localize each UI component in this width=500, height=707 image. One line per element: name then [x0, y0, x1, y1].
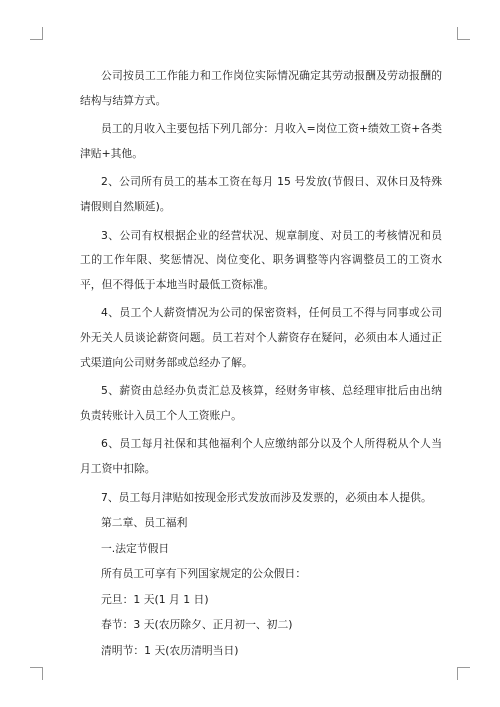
paragraph-item-5: 5、薪资由总经办负责汇总及核算，经财务审核、总经理审批后由出纳负责转账计入员工个人工资账户。: [80, 384, 442, 422]
paragraph-monthly-income: 员工的月收入主要包括下列几部分：月收入=岗位工资+绩效工资+各类津贴+其他。: [80, 122, 442, 160]
chapter-heading: 第二章、员工福利: [101, 516, 188, 530]
crop-mark-bottom-left: [30, 667, 43, 680]
paragraph-item-4: 4、员工个人薪资情况为公司的保密资料，任何员工不得与同事或公司外无关人员谈论薪资问题。员工若对个人薪资存在疑问，必须由本人通过正式渠道向公司财务部或总经办了解。: [80, 306, 442, 369]
paragraph-compensation-method: 公司按员工工作能力和工作岗位实际情况确定其劳动报酬及劳动报酬的结构与结算方式。: [80, 69, 442, 107]
paragraph-item-6: 6、员工每月社保和其他福利个人应缴纳部分以及个人所得税从个人当月工资中扣除。: [80, 437, 442, 475]
holiday-qingming: 清明节：1 天(农历清明当日): [101, 644, 239, 658]
section-heading: 一.法定节假日: [101, 541, 170, 555]
holiday-new-year: 元旦：1 天(1 月 1 日): [101, 592, 209, 606]
paragraph-item-2: 2、公司所有员工的基本工资在每月 15 号发放(节假日、双休日及特殊请假则自然顺延)。: [80, 175, 442, 213]
holiday-spring-festival: 春节：3 天(农历除夕、正月初一、初二): [101, 618, 293, 632]
paragraph-item-7: 7、员工每月津贴如按现金形式发放而涉及发票的，必须由本人提供。: [101, 490, 432, 504]
document-body: [80, 64, 442, 665]
crop-mark-bottom-right: [457, 667, 470, 680]
paragraph-item-3: 3、公司有权根据企业的经营状况、规章制度、对员工的考核情况和员工的工作年限、奖惩情况、岗位变化、职务调整等内容调整员工的工资水平，但不得低于本地当时最低工资标准。: [80, 228, 442, 291]
crop-mark-top-left: [30, 27, 43, 40]
paragraph-holidays-intro: 所有员工可享有下列国家规定的公众假日：: [101, 567, 307, 581]
crop-mark-top-right: [457, 27, 470, 40]
